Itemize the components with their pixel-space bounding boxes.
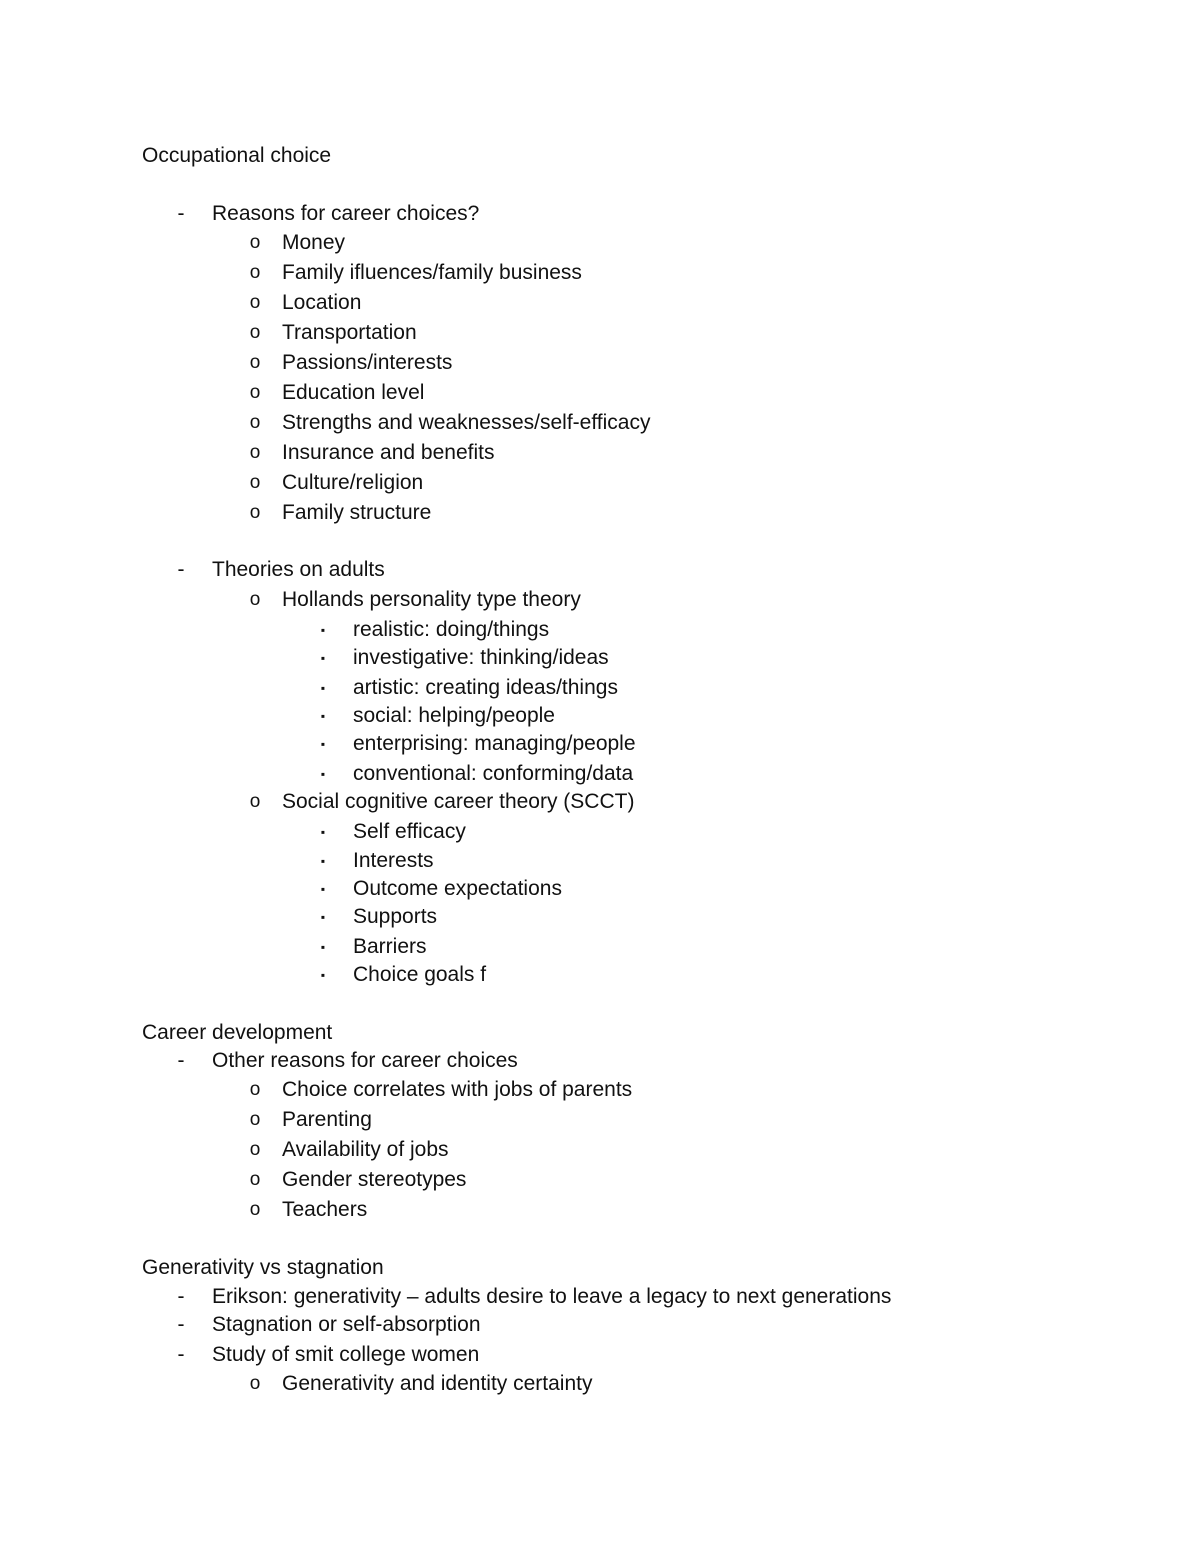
square-bullet: ▪ <box>320 681 326 695</box>
circle-bullet: o <box>249 262 261 283</box>
square-bullet: ▪ <box>320 968 326 982</box>
circle-bullet: o <box>249 352 261 373</box>
square-bullet: ▪ <box>320 825 326 839</box>
document-page: Occupational choice - Reasons for career choices? o Money o Family ifluences/family business o Location o Transportation o Passions/interests o Education level o Strengths and weaknesses/self-efficacy o Insurance and benefits o Culture/religion o Family structure - Theories on adults o Hollands personality type theory ▪ realistic: doing/things ▪ investigative: thinking/ideas ▪ artistic: creating ideas/things ▪ social: helping/people ▪ enterprising: managing/people ▪ conventional: conforming/data o Social cognitive career theory (SCCT) ▪ Self efficacy ▪ Interests ▪ Outcome expectations ▪ Supports ▪ Barriers ▪ Choice goals f Career development - Other reasons for career choices o Choice correlates with jobs of parents o Parenting o Availability of jobs o Gender stereotypes o Teachers Generativity vs stagnation - Erikson: generativity – adults desire to leave a legacy to next generations - Stagnation or self-absorption - Study of smit college women o Generativity and identity certainty <box>142 144 892 1395</box>
square-bullet: ▪ <box>320 651 326 665</box>
square-bullet: ▪ <box>320 854 326 868</box>
dash-bullet: - <box>177 1343 185 1366</box>
square-bullet: ▪ <box>320 910 326 924</box>
circle-bullet: o <box>249 791 261 812</box>
circle-bullet: o <box>249 1109 261 1130</box>
circle-bullet: o <box>249 1079 261 1100</box>
circle-bullet: o <box>249 1373 261 1394</box>
circle-bullet: o <box>249 442 261 463</box>
dash-bullet: - <box>177 202 185 225</box>
circle-bullet: o <box>249 1169 261 1190</box>
square-bullet: ▪ <box>320 882 326 896</box>
circle-bullet: o <box>249 589 261 610</box>
square-bullet: ▪ <box>320 737 326 751</box>
square-bullet: ▪ <box>320 709 326 723</box>
square-bullet: ▪ <box>320 940 326 954</box>
circle-bullet: o <box>249 1199 261 1220</box>
circle-bullet: o <box>249 382 261 403</box>
circle-bullet: o <box>249 502 261 523</box>
circle-bullet: o <box>249 412 261 433</box>
circle-bullet: o <box>249 232 261 253</box>
circle-bullet: o <box>249 1139 261 1160</box>
dash-bullet: - <box>177 1313 185 1336</box>
circle-bullet: o <box>249 472 261 493</box>
dash-bullet: - <box>177 1285 185 1308</box>
dash-bullet: - <box>177 558 185 581</box>
square-bullet: ▪ <box>320 767 326 781</box>
dash-bullet: - <box>177 1049 185 1072</box>
square-bullet: ▪ <box>320 623 326 637</box>
circle-bullet: o <box>249 292 261 313</box>
circle-bullet: o <box>249 322 261 343</box>
